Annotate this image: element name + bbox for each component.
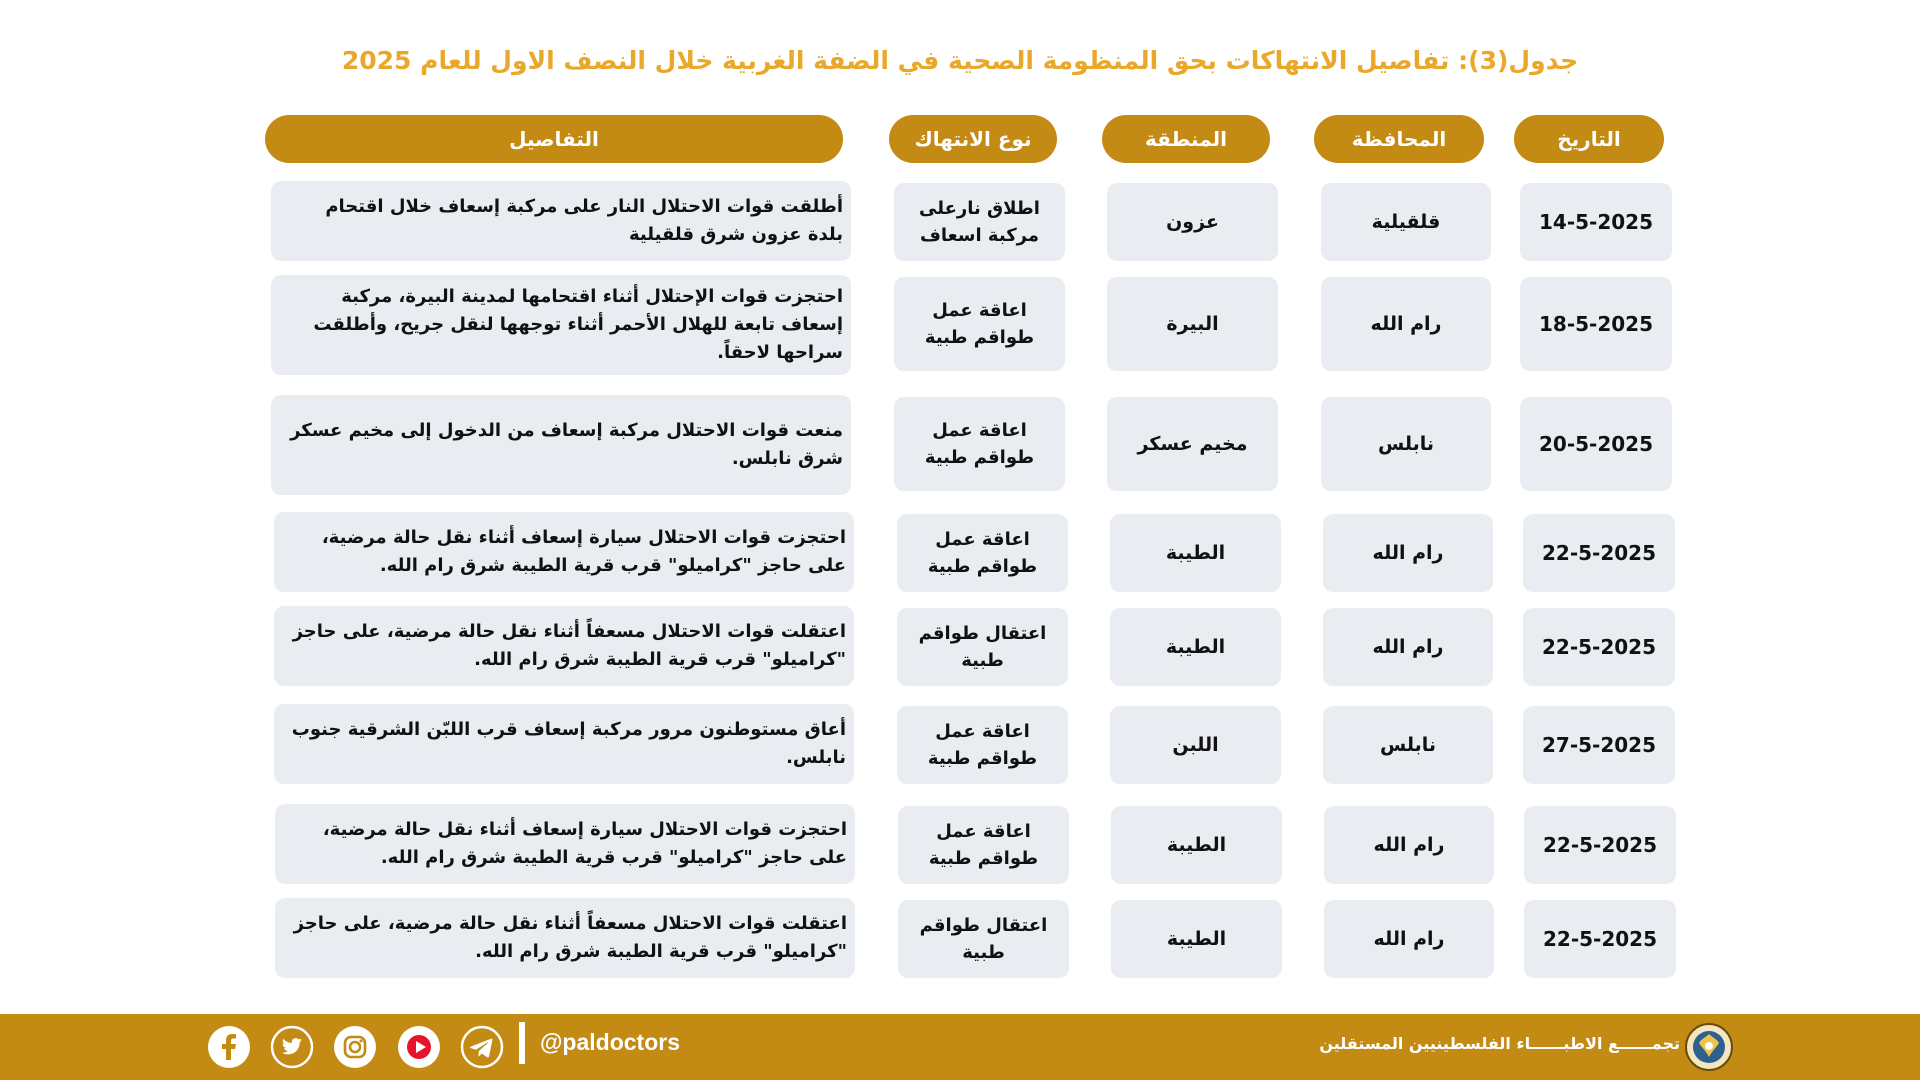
cell-type: اعاقة عمل طواقم طبية bbox=[897, 706, 1068, 784]
cell-governorate: قلقيلية bbox=[1321, 183, 1491, 261]
cell-area: الطيبة bbox=[1111, 806, 1282, 884]
cell-type: اعاقة عمل طواقم طبية bbox=[894, 397, 1065, 491]
cell-details: أطلقت قوات الاحتلال النار على مركبة إسعاف خلال اقتحام بلدة عزون شرق قلقيلية bbox=[271, 181, 851, 261]
telegram-icon[interactable] bbox=[460, 1025, 504, 1069]
cell-type: اطلاق نارعلى مركبة اسعاف bbox=[894, 183, 1065, 261]
cell-area: الطيبة bbox=[1110, 608, 1281, 686]
organization-name: تجمــــــع الاطبــــــاء الفلسطينيين المستقلين bbox=[1319, 1034, 1680, 1053]
cell-type: اعتقال طواقم طبية bbox=[897, 608, 1068, 686]
cell-details: احتجزت قوات الإحتلال أثناء اقتحامها لمدينة البيرة، مركبة إسعاف تابعة للهلال الأحمر أثناء توجهها لنقل جريح، وأطلقت سراحها لاحقاً. bbox=[271, 275, 851, 375]
footer-divider bbox=[519, 1022, 525, 1064]
cell-date: 22-5-2025 bbox=[1524, 900, 1676, 978]
cell-date: 22-5-2025 bbox=[1524, 806, 1676, 884]
cell-governorate: رام الله bbox=[1324, 806, 1494, 884]
youtube-icon[interactable] bbox=[397, 1025, 441, 1069]
cell-type: اعاقة عمل طواقم طبية bbox=[898, 806, 1069, 884]
table-title: جدول(3): تفاصيل الانتهاكات بحق المنظومة الصحية في الضفة الغربية خلال النصف الاول للعام 2025 bbox=[341, 46, 1579, 75]
facebook-icon[interactable] bbox=[207, 1025, 251, 1069]
cell-area: مخيم عسكر bbox=[1107, 397, 1278, 491]
header-details: التفاصيل bbox=[265, 115, 843, 163]
cell-details: احتجزت قوات الاحتلال سيارة إسعاف أثناء نقل حالة مرضية، على حاجز "كراميلو" قرب قرية الطيبة شرق رام الله. bbox=[274, 512, 854, 592]
instagram-icon[interactable] bbox=[333, 1025, 377, 1069]
cell-details: احتجزت قوات الاحتلال سيارة إسعاف أثناء نقل حالة مرضية، على حاجز "كراميلو" قرب قرية الطيبة شرق رام الله. bbox=[275, 804, 855, 884]
cell-type: اعاقة عمل طواقم طبية bbox=[894, 277, 1065, 371]
cell-type: اعاقة عمل طواقم طبية bbox=[897, 514, 1068, 592]
cell-date: 27-5-2025 bbox=[1523, 706, 1675, 784]
cell-governorate: نابلس bbox=[1323, 706, 1493, 784]
organization-logo-icon bbox=[1684, 1022, 1734, 1072]
cell-governorate: رام الله bbox=[1323, 608, 1493, 686]
cell-governorate: رام الله bbox=[1321, 277, 1491, 371]
social-handle[interactable]: @paldoctors bbox=[540, 1029, 680, 1055]
cell-details: أعاق مستوطنون مرور مركبة إسعاف قرب اللبّن الشرقية جنوب نابلس. bbox=[274, 704, 854, 784]
header-type: نوع الانتهاك bbox=[889, 115, 1057, 163]
cell-date: 20-5-2025 bbox=[1520, 397, 1672, 491]
cell-type: اعتقال طواقم طبية bbox=[898, 900, 1069, 978]
cell-governorate: رام الله bbox=[1324, 900, 1494, 978]
cell-details: اعتقلت قوات الاحتلال مسعفاً أثناء نقل حالة مرضية، على حاجز "كراميلو" قرب قرية الطيبة شرق رام الله. bbox=[274, 606, 854, 686]
header-area: المنطقة bbox=[1102, 115, 1270, 163]
cell-details: منعت قوات الاحتلال مركبة إسعاف من الدخول إلى مخيم عسكر شرق نابلس. bbox=[271, 395, 851, 495]
cell-area: البيرة bbox=[1107, 277, 1278, 371]
cell-governorate: رام الله bbox=[1323, 514, 1493, 592]
cell-date: 14-5-2025 bbox=[1520, 183, 1672, 261]
header-date: التاريخ bbox=[1514, 115, 1664, 163]
cell-area: اللبن bbox=[1110, 706, 1281, 784]
cell-area: الطيبة bbox=[1111, 900, 1282, 978]
header-governorate: المحافظة bbox=[1314, 115, 1484, 163]
cell-date: 22-5-2025 bbox=[1523, 514, 1675, 592]
cell-area: عزون bbox=[1107, 183, 1278, 261]
cell-area: الطيبة bbox=[1110, 514, 1281, 592]
cell-date: 22-5-2025 bbox=[1523, 608, 1675, 686]
twitter-icon[interactable] bbox=[270, 1025, 314, 1069]
cell-date: 18-5-2025 bbox=[1520, 277, 1672, 371]
cell-governorate: نابلس bbox=[1321, 397, 1491, 491]
cell-details: اعتقلت قوات الاحتلال مسعفاً أثناء نقل حالة مرضية، على حاجز "كراميلو" قرب قرية الطيبة شرق رام الله. bbox=[275, 898, 855, 978]
